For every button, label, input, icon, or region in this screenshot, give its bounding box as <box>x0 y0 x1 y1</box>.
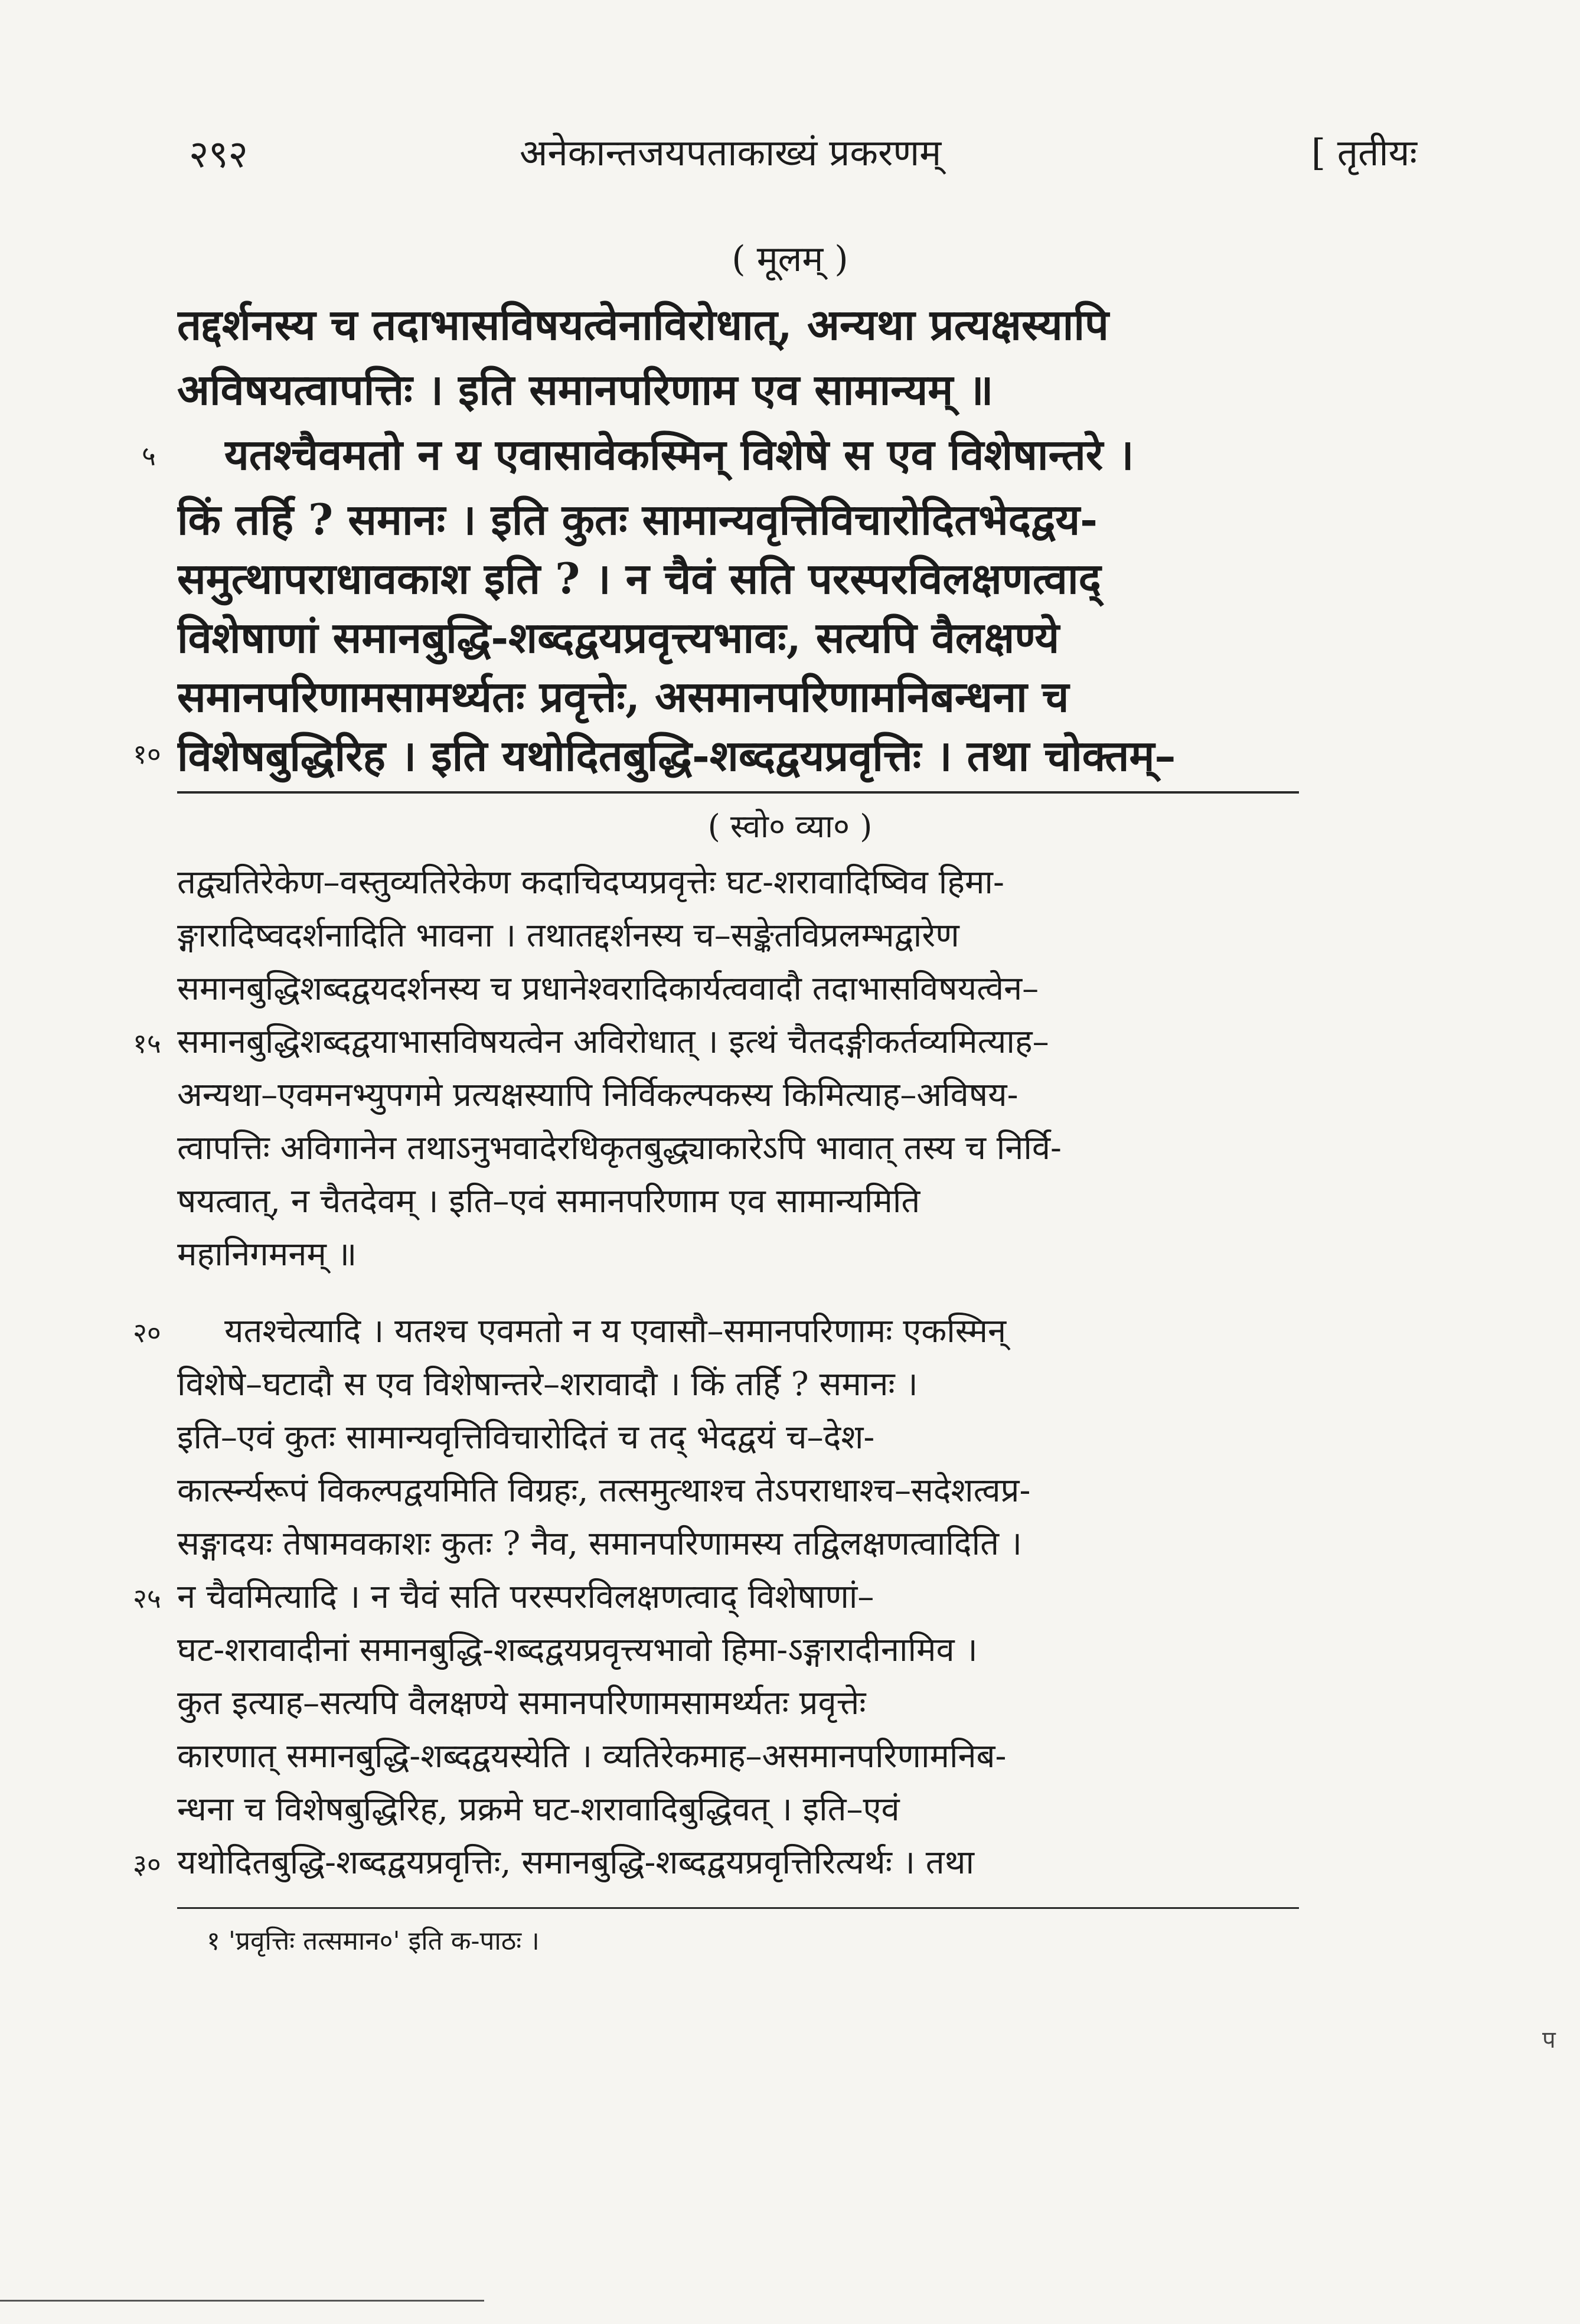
commentary-line: यतश्चेत्यादि । यतश्च एवमतो न य एवासौ–समानपरिणामः एकस्मिन् <box>224 1312 1007 1350</box>
mula-heading: ( मूलम् ) <box>732 239 848 280</box>
running-title: अनेकान्तजयपताकाख्यं प्रकरणम् <box>520 131 942 174</box>
mula-line: किं तर्हि ? समानः । इति कुतः सामान्यवृत्तिविचारोदितभेदद्वय- <box>177 494 1098 544</box>
commentary-line: महानिगमनम् ॥ <box>177 1235 357 1274</box>
bottom-edge-line <box>0 2300 484 2302</box>
commentary-line: कार्त्स्न्यरूपं विकल्पद्वयमिति विग्रहः, तत्समुत्थाश्च तेऽपराधाश्च–सदेशत्वप्र- <box>177 1471 1031 1510</box>
commentary-heading: ( स्वो० व्या० ) <box>707 808 873 845</box>
running-header <box>171 127 1417 180</box>
line-number: ३० <box>133 1848 161 1880</box>
commentary-line: समानबुद्धिशब्दद्वयाभासविषयत्वेन अविरोधात् । इत्थं चैतदङ्गीकर्तव्यमित्याह– <box>177 1023 1049 1061</box>
commentary-line: न्धना च विशेषबुद्धिरिह, प्रक्रमे घट-शरावादिबुद्धिवत् । इति–एवं <box>177 1790 900 1829</box>
line-number: ५ <box>142 440 156 472</box>
commentary-line: कारणात् समानबुद्धि-शब्दद्वयस्येति । व्यतिरेकमाह–असमानपरिणामनिब- <box>177 1737 1007 1775</box>
commentary-line: विशेषे–घटादौ स एव विशेषान्तरे–शरावादौ । किं तर्हि ? समानः । <box>177 1365 918 1403</box>
commentary-line: इति–एवं कुतः सामान्यवृत्तिविचारोदितं च तद् भेदद्वयं च–देश- <box>177 1418 875 1457</box>
chapter-label: [ तृतीयः <box>1311 131 1417 174</box>
line-number: २० <box>133 1317 161 1349</box>
mula-line: यतश्चैवमतो न य एवासावेकस्मिन् विशेषे स एव विशेषान्तरे । <box>224 429 1134 479</box>
commentary-line: अन्यथा–एवमनभ्युपगमे प्रत्यक्षस्यापि निर्विकल्पकस्य किमित्याह–अविषय- <box>177 1076 1018 1114</box>
commentary-line: ङ्गारादिष्वदर्शनादिति भावना । तथातद्दर्शनस्य च–सङ्केतविप्रलम्भद्वारेण <box>177 916 959 955</box>
commentary-line: तद्व्यतिरेकेण–वस्तुव्यतिरेकेण कदाचिदप्यप्रवृत्तेः घट-शरावादिष्विव हिमा- <box>177 863 1004 902</box>
commentary-line: यथोदितबुद्धि-शब्दद्वयप्रवृत्तिः, समानबुद्धि-शब्दद्वयप्रवृत्तिरित्यर्थः । तथा <box>177 1843 975 1882</box>
page-number: २९२ <box>189 133 248 177</box>
commentary-line: त्वापत्तिः अविगानेन तथाऽनुभवादेरधिकृतबुद्ध्याकारेऽपि भावात् तस्य च निर्वि- <box>177 1129 1062 1167</box>
commentary-line: घट-शरावादीनां समानबुद्धि-शब्दद्वयप्रवृत्त्यभावो हिमा-ऽङ्गारादीनामिव । <box>177 1631 978 1669</box>
mula-line: समुत्थापराधावकाश इति ? । न चैवं सति परस्परविलक्षणत्वाद् <box>177 553 1101 603</box>
margin-mark: प <box>1542 2026 1556 2054</box>
mula-line: विशेषबुद्धिरिह । इति यथोदितबुद्धि-शब्दद्वयप्रवृत्तिः । तथा चोक्तम्– <box>177 730 1176 781</box>
commentary-line: षयत्वात्, न चैतदेवम् । इति–एवं समानपरिणाम एव सामान्यमिति <box>177 1182 920 1220</box>
commentary-line: समानबुद्धिशब्दद्वयदर्शनस्य च प्रधानेश्वरादिकार्यत्ववादौ तदाभासविषयत्वेन– <box>177 970 1039 1008</box>
section-divider <box>177 791 1299 794</box>
commentary-line: सङ्गादयः तेषामवकाशः कुतः ? नैव, समानपरिणामस्य तद्विलक्षणत्वादिति । <box>177 1525 1023 1563</box>
line-number: २५ <box>133 1582 161 1614</box>
commentary-line: कुत इत्याह–सत्यपि वैलक्षण्ये समानपरिणामसामर्थ्यतः प्रवृत्तेः <box>177 1684 866 1722</box>
mula-line: विशेषाणां समानबुद्धि-शब्दद्वयप्रवृत्त्यभावः, सत्यपि वैलक्षण्ये <box>177 612 1060 662</box>
mula-line: अविषयत्वापत्तिः । इति समानपरिणाम एव सामान्यम् ॥ <box>177 364 994 414</box>
footnote: १ 'प्रवृत्तिः तत्समान०' इति क-पाठः । <box>207 1926 540 1956</box>
line-number: १० <box>133 738 161 770</box>
mula-line: तद्दर्शनस्य च तदाभासविषयत्वेनाविरोधात्, अन्यथा प्रत्यक्षस्यापि <box>177 299 1109 350</box>
line-number: १५ <box>133 1027 161 1059</box>
footnote-rule <box>177 1907 1299 1909</box>
mula-line: समानपरिणामसामर्थ्यतः प्रवृत्तेः, असमानपरिणामनिबन्धना च <box>177 671 1069 722</box>
commentary-line: न चैवमित्यादि । न चैवं सति परस्परविलक्षणत्वाद् विशेषाणां– <box>177 1578 874 1616</box>
